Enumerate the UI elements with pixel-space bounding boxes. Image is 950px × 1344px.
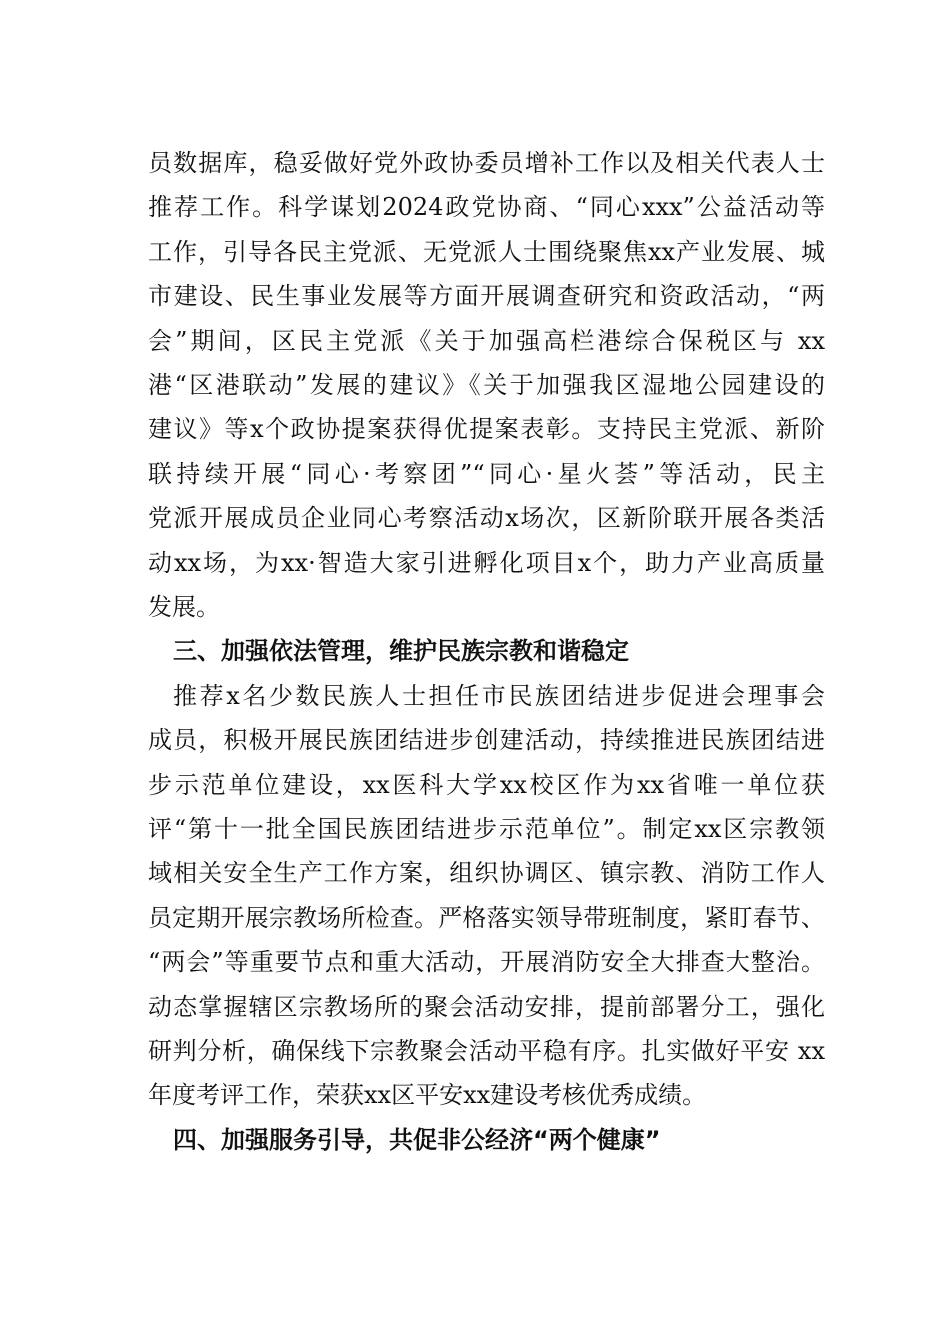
section-heading: 四、加强服务引导，共促非公经济“两个健康” xyxy=(173,1125,661,1154)
text-line: 步示范单位建设，xx医科大学xx校区作为xx省唯一单位获 xyxy=(148,770,825,799)
text-line: 成员，积极开展民族团结进步创建活动，持续推进民族团结进 xyxy=(148,726,825,755)
text-line: 年度考评工作，荣获xx区平安xx建设考核优秀成绩。 xyxy=(148,1081,707,1110)
text-line: 员定期开展宗教场所检查。严格落实领导带班制度，紧盯春节、 xyxy=(148,903,825,932)
text-line: 联持续开展“同心·考察团”“同心·星火荟”等活动，民主 xyxy=(148,459,825,488)
text-line: 党派开展成员企业同心考察活动x场次，区新阶联开展各类活 xyxy=(148,504,825,533)
text-line: “两会”等重要节点和重大活动，开展消防安全大排查大整治。 xyxy=(148,948,825,977)
text-line: 市建设、民生事业发展等方面开展调查研究和资政活动，“两 xyxy=(148,282,825,311)
text-line: 港“区港联动”发展的建议》《关于加强我区湿地公园建设的 xyxy=(148,371,825,399)
text-line: 会”期间，区民主党派《关于加强高栏港综合保税区与 xx xyxy=(148,326,825,355)
text-line: 发展。 xyxy=(148,593,220,621)
text-line: 建议》等x个政协提案获得优提案表彰。支持民主党派、新阶 xyxy=(148,415,825,444)
text-line: 工作，引导各民主党派、无党派人士围绕聚焦xx产业发展、城 xyxy=(148,237,825,266)
section-heading: 三、加强依法管理，维护民族宗教和谐稳定 xyxy=(173,637,629,666)
text-line: 评“第十一批全国民族团结进步示范单位”。制定xx区宗教领 xyxy=(148,815,825,843)
text-line: 动xx场，为xx·智造大家引进孵化项目x个，助力产业高质量 xyxy=(148,548,825,577)
text-line: 推荐工作。科学谋划2024政党协商、“同心xxx”公益活动等 xyxy=(148,193,825,222)
text-line: 域相关安全生产工作方案，组织协调区、镇宗教、消防工作人 xyxy=(148,859,825,888)
text-line: 推荐x名少数民族人士担任市民族团结进步促进会理事会 xyxy=(173,681,825,710)
text-line: 研判分析，确保线下宗教聚会活动平稳有序。扎实做好平安 xx xyxy=(148,1037,825,1065)
text-line: 员数据库，稳妥做好党外政协委员增补工作以及相关代表人士 xyxy=(148,149,825,177)
text-line: 动态掌握辖区宗教场所的聚会活动安排，提前部署分工，强化 xyxy=(148,992,825,1021)
